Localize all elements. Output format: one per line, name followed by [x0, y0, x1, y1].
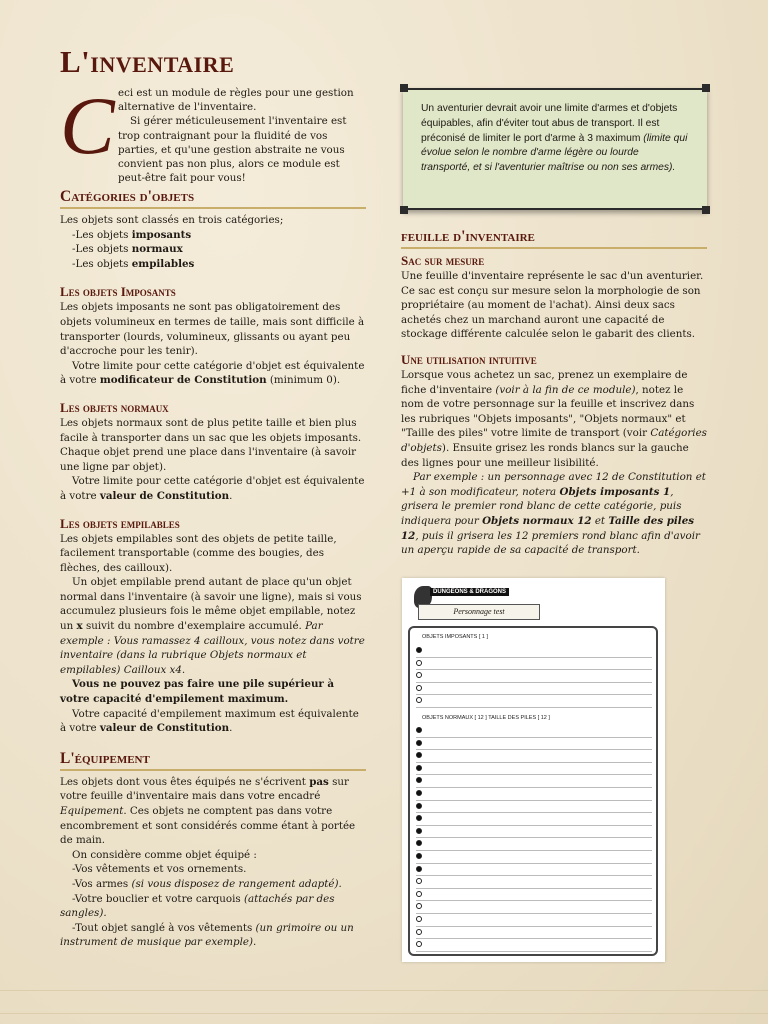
sheet-row — [416, 682, 652, 696]
slot-dot — [416, 853, 422, 859]
note-box-italic: (limite qui évolue selon le nombre d'arme légère ou lourde transporté, et si l'aventurier maîtrise ou non ses armes). — [421, 132, 688, 174]
slot-dot — [416, 929, 422, 935]
sheet-row — [416, 875, 652, 889]
sheet-row — [416, 787, 652, 801]
slot-dot — [416, 866, 422, 872]
slot-dot — [416, 752, 422, 758]
sheet-row — [416, 850, 652, 864]
slot-dot — [416, 790, 422, 796]
normaux-label: OBJETS NORMAUX [ 12 ] TAILLE DES PILES [ 12 ] — [422, 715, 550, 721]
slot-dot — [416, 647, 422, 653]
slot-dot — [416, 828, 422, 834]
sac-paragraph: Une feuille d'inventaire représente le sac d'un aventurier. Ce sac est conçu sur mesure selon la morphologie de son propriétaire (au moment de l'achat). Ainsi deux sacs achetés chez un marchand auront une capacité de stockage différente calculée selon le gabarit des clients. — [401, 270, 704, 341]
imposants-label: OBJETS IMPOSANTS [ 1 ] — [422, 634, 489, 640]
sac-sur-mesure-heading: Sac sur mesure — [401, 253, 485, 268]
left-column — [60, 80, 366, 950]
slot-dot — [416, 916, 422, 922]
empilables-heading: Les objets empilables — [60, 515, 180, 531]
inventory-sheet-image — [402, 578, 665, 962]
slot-dot — [416, 727, 422, 733]
sheet-row — [416, 800, 652, 814]
categories-heading: Catégories d'objets — [60, 188, 366, 209]
slot-dot — [416, 891, 422, 897]
normaux-paragraph-2: Votre limite pour cette catégorie d'objet est équivalente à votre valeur de Constitution. — [60, 475, 365, 502]
equipement-list-item: -Tout objet sanglé à vos vêtements (un grimoire ou un instrument de musique par exemple). — [60, 921, 354, 949]
imposants-paragraph-1: Les objets imposants ne sont pas obligatoirement des objets volumineux en termes de taille, mais sont difficile à transporter (lourds, volumineux, glissants ou ayant peu d'accroche pour les tenir). — [60, 301, 365, 358]
utilisation-paragraph: Lorsque vous achetez un sac, prenez un exemplaire de fiche d'inventaire (voir à la fin de ce module), notez le nom de votre personnage sur la feuille et inscrivez dans les rubriques "Objets imposants", "Objets normaux" et "Taille des piles" votre limite de transport (voir Catégories d'objets). Ensuite grisez les ronds blancs sur la gauche des lignes pour une meilleur lisibilité. — [401, 368, 707, 469]
slot-dot — [416, 777, 422, 783]
sheet-row — [416, 669, 652, 683]
sheet-row — [416, 657, 652, 671]
empilables-paragraph-2: Un objet empilable prend autant de place qu'un objet normal dans l'inventaire (à savoir une ligne), mais si vous accumulez plusieurs fois le même objet empilable, notez un x suivit du nombre d'exemplaire accumulé. Par exemple : Vous ramassez 4 cailloux, vous notez dans votre inventaire (dans la rubrique Objets normaux et empilables) Cailloux x4. — [60, 576, 365, 676]
utilisation-heading: Une utilisation intuitive — [401, 351, 537, 367]
dnd-logo: DUNGEONS & DRAGONS — [430, 588, 509, 596]
slot-dot — [416, 765, 422, 771]
sheet-row — [416, 812, 652, 826]
page-title: L'inventaire — [60, 44, 235, 79]
note-box-text: Un aventurier devrait avoir une limite d'armes et d'objets équipables, afin d'éviter tout abus de transport. Il est préconisé de limiter le port d'arme à 3 maximum — [421, 103, 678, 144]
sheet-row — [416, 863, 652, 877]
normaux-heading: Les objets normaux — [60, 399, 169, 415]
sheet-row — [416, 724, 652, 738]
slot-dot — [416, 941, 422, 947]
sheet-row — [416, 737, 652, 751]
equipement-paragraph-1: Les objets dont vous êtes équipés ne s'écrivent pas sur votre feuille d'inventaire mais dans votre encadré Equipement. Ces objets ne comptent pas dans votre encombrement et sont considérés comme étant à portée de main. — [60, 775, 356, 847]
sheet-row — [416, 762, 652, 776]
equipement-heading: L'équipement — [60, 750, 366, 771]
equipement-paragraph-2: On considère comme objet équipé : — [72, 848, 257, 861]
example-paragraph: Par exemple : un personnage avec 12 de Constitution et +1 à son modificateur, notera Objets imposants 1, grisera le premier rond blanc de cette catégorie, puis indiquera pour Objets normaux 12 et Taille des piles 12, puis il grisera les 12 premiers rond blanc afin d'avoir un aperçu rapide de sa capacité de transport. — [401, 471, 706, 557]
imposants-paragraph-2: Votre limite pour cette catégorie d'objet est équivalente à votre modificateur de Constitution (minimum 0). — [60, 359, 365, 387]
slot-dot — [416, 878, 422, 884]
sheet-header — [408, 584, 538, 624]
sheet-row — [416, 825, 652, 839]
note-box — [403, 88, 707, 210]
equipement-list-item: -Vos vêtements et vos ornements. — [72, 863, 247, 876]
sheet-row — [416, 926, 652, 940]
empilables-paragraph-3: Vous ne pouvez pas faire une pile supérieur à votre capacité d'empilement maximum. — [60, 678, 335, 706]
intro-paragraph-2: Si gérer méticuleusement l'inventaire est trop contraignant pour la fluidité de vos parties, et qu'une gestion abstraite ne vous convient pas non plus, alors ce module est peut-être fait pour vous! — [118, 115, 347, 185]
character-name-banner: Personnage test — [418, 604, 540, 620]
empilables-paragraph-4: Votre capacité d'empilement maximum est équivalente à votre valeur de Constitution. — [60, 707, 359, 735]
slot-dot — [416, 660, 422, 666]
sheet-row — [416, 837, 652, 851]
category-item: -Les objets normaux — [72, 243, 183, 256]
drop-cap: C — [60, 80, 115, 171]
sheet-row — [416, 900, 652, 914]
equipement-list-item: -Votre bouclier et votre carquois (attachés par des sangles). — [60, 892, 335, 920]
page-footer-ornament — [0, 990, 768, 1014]
imposants-heading: Les objets Imposants — [60, 284, 176, 300]
sheet-row — [416, 749, 652, 763]
equipement-list-item: -Vos armes (si vous disposez de rangement adapté). — [72, 877, 342, 890]
sheet-row — [416, 913, 652, 927]
intro-paragraph-1: eci est un module de règles pour une gestion alternative de l'inventaire. — [118, 87, 354, 114]
slot-dot — [416, 740, 422, 746]
sheet-row — [416, 938, 652, 952]
sheet-row — [416, 694, 652, 708]
slot-dot — [416, 685, 422, 691]
sheet-row — [416, 644, 652, 658]
slot-dot — [416, 840, 422, 846]
intro — [60, 80, 366, 185]
categories-lead: Les objets sont classés en trois catégories; — [60, 214, 284, 226]
inventory-frame — [408, 626, 658, 956]
slot-dot — [416, 815, 422, 821]
normaux-paragraph-1: Les objets normaux sont de plus petite taille et bien plus facile à transporter dans un sac que les objets imposants. Chaque objet prend une place dans l'inventaire (à savoir une ligne par objet). — [60, 416, 362, 473]
slot-dot — [416, 672, 422, 678]
feuille-heading: feuille d'inventaire — [401, 228, 707, 249]
slot-dot — [416, 903, 422, 909]
sheet-row — [416, 774, 652, 788]
empilables-paragraph-1: Les objets empilables sont des objets de petite taille, facilement transportable (comme des bougies, des flèches, des cailloux). — [60, 532, 337, 574]
category-item: -Les objets empilables — [72, 257, 195, 270]
slot-dot — [416, 803, 422, 809]
slot-dot — [416, 697, 422, 703]
sheet-row — [416, 888, 652, 902]
category-item: -Les objets imposants — [72, 228, 192, 241]
right-column — [401, 228, 707, 558]
